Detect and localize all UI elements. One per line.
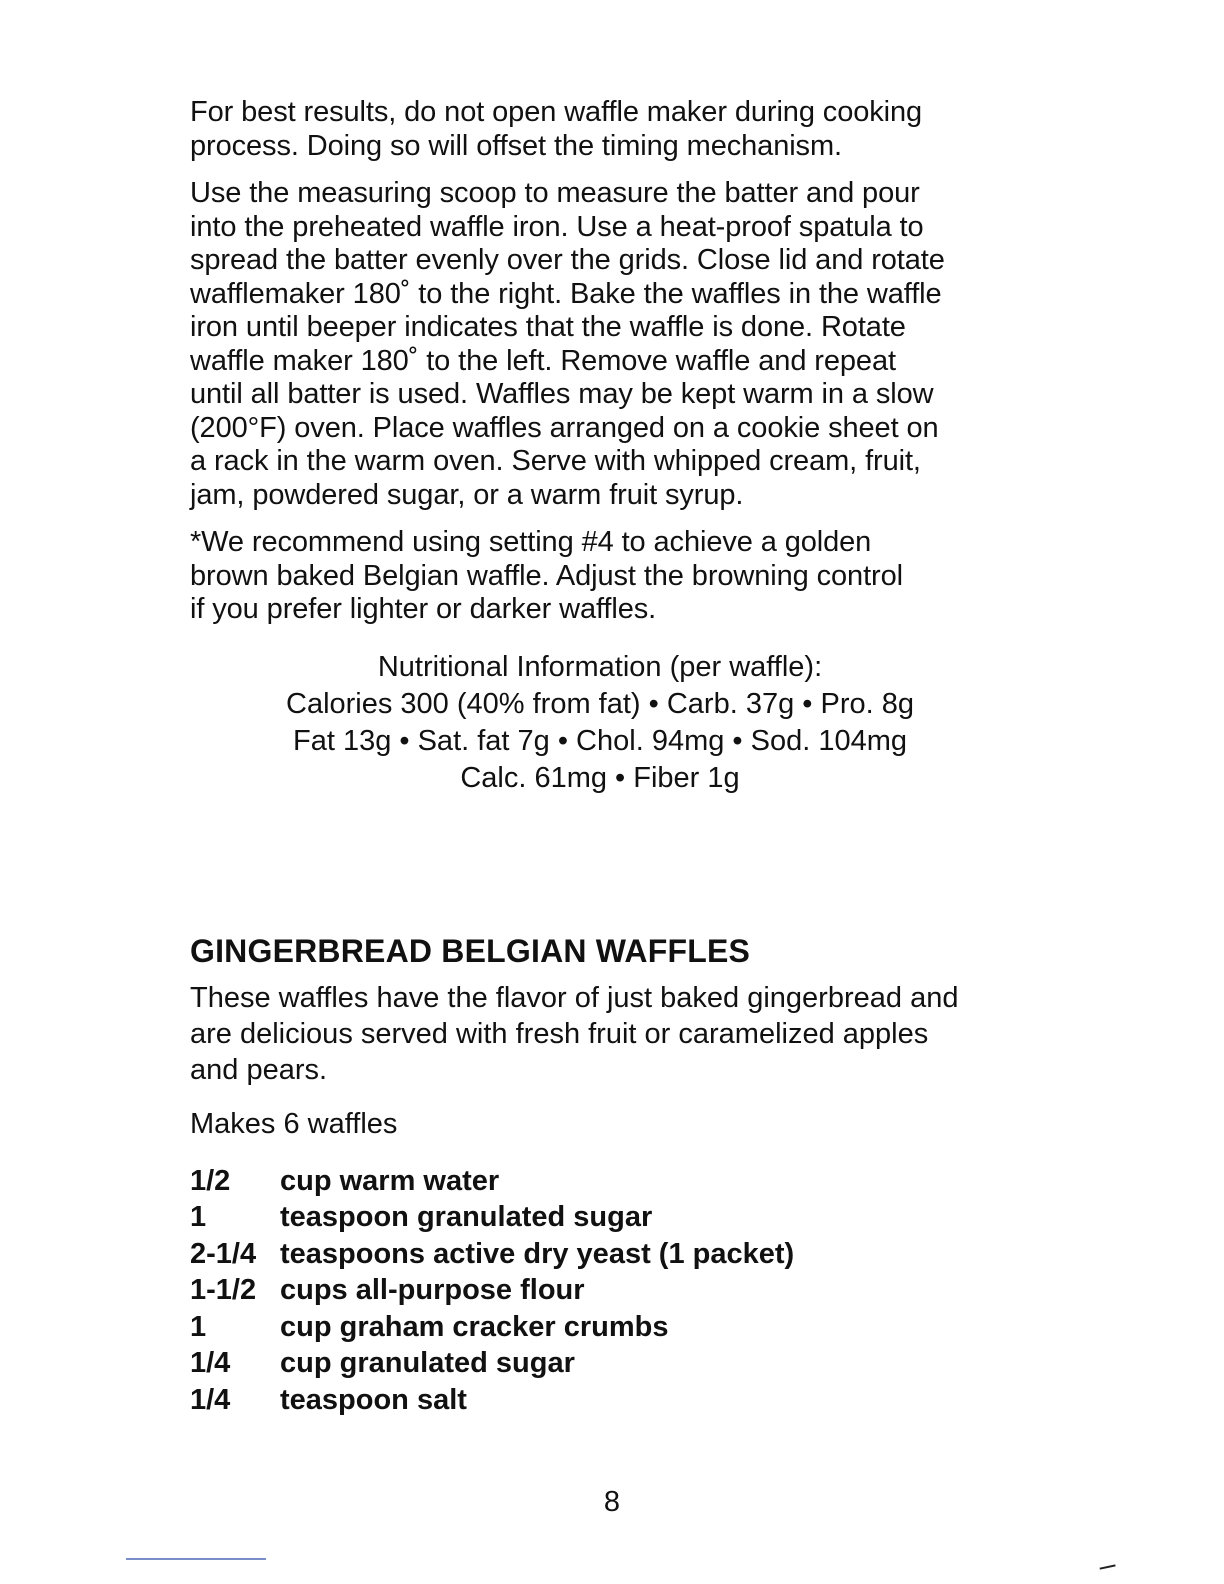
ingredient-row xyxy=(190,1382,1030,1419)
recipe-intro: These waffles have the flavor of just baked gingerbread and are delicious served with fresh fruit or caramelized apples and pears. xyxy=(190,981,959,1086)
nutrition-line: Calories 300 (40% from fat) • Carb. 37g • Pro. 8g xyxy=(286,687,914,720)
recipe-yield: Makes 6 waffles xyxy=(190,1107,398,1140)
ingredient-row xyxy=(190,1272,1030,1309)
footer-rule xyxy=(126,1558,266,1560)
ingredient-quantity: 1/4 xyxy=(190,1383,231,1416)
paragraph-setting-note: *We recommend using setting #4 to achieve a golden brown baked Belgian waffle. Adjust the browning control if you prefer lighter or darker waffles. xyxy=(190,526,903,625)
ingredient-list xyxy=(190,1163,1030,1419)
ingredient-name: cup warm water xyxy=(280,1164,500,1197)
ingredient-quantity: 1 xyxy=(190,1201,207,1233)
ingredient-name: cup granulated sugar xyxy=(280,1347,575,1379)
document-page xyxy=(190,96,1030,1418)
page-number: 8 xyxy=(603,1486,621,1518)
ingredient-name: teaspoons active dry yeast (1 packet) xyxy=(280,1237,795,1270)
ingredient-quantity: 1/2 xyxy=(190,1164,231,1197)
paragraph-instructions: Use the measuring scoop to measure the batter and pour into the preheated waffle iron. Use a heat-proof spatula to spread the batter evenly over the grids. Close lid and rotate wafflemaker 180˚ to the right. Bake the waffles in the waffle iron until beeper indicates that the waffle is done. Rotate waffle maker 180˚ to the left. Remove waffle and repeat until all batter is used. Waffles may be kept warm in a slow (200°F) oven. Place waffles arranged on a cookie sheet on a rack in the warm oven. Serve with whipped cream, fruit, jam, powdered sugar, or a warm fruit syrup. xyxy=(190,177,945,511)
ingredient-quantity: 1 xyxy=(190,1310,207,1343)
ingredient-row xyxy=(190,1199,1030,1236)
ingredient-row xyxy=(190,1236,1030,1273)
nutrition-line: Fat 13g • Sat. fat 7g • Chol. 94mg • Sod. 104mg xyxy=(292,724,908,757)
ingredient-quantity: 1-1/2 xyxy=(190,1274,257,1306)
nutrition-line: Calc. 61mg • Fiber 1g xyxy=(460,761,740,794)
recipe-title: GINGERBREAD BELGIAN WAFFLES xyxy=(190,932,751,969)
paragraph-cooking-tip: For best results, do not open waffle maker during cooking process. Doing so will offset the timing mechanism. xyxy=(190,96,923,162)
ingredient-name: cups all-purpose flour xyxy=(280,1274,585,1306)
ingredient-row xyxy=(190,1345,1030,1382)
ingredient-quantity: 2-1/4 xyxy=(190,1237,257,1270)
corner-mark xyxy=(1100,1564,1117,1573)
nutrition-heading: Nutritional Information (per waffle): xyxy=(377,650,823,683)
nutrition-info xyxy=(190,649,1010,797)
ingredient-name: teaspoon salt xyxy=(280,1383,467,1416)
ingredient-name: teaspoon granulated sugar xyxy=(280,1201,653,1233)
ingredient-name: cup graham cracker crumbs xyxy=(280,1310,669,1343)
ingredient-quantity: 1/4 xyxy=(190,1347,231,1379)
ingredient-row xyxy=(190,1309,1030,1346)
ingredient-row xyxy=(190,1163,1030,1200)
